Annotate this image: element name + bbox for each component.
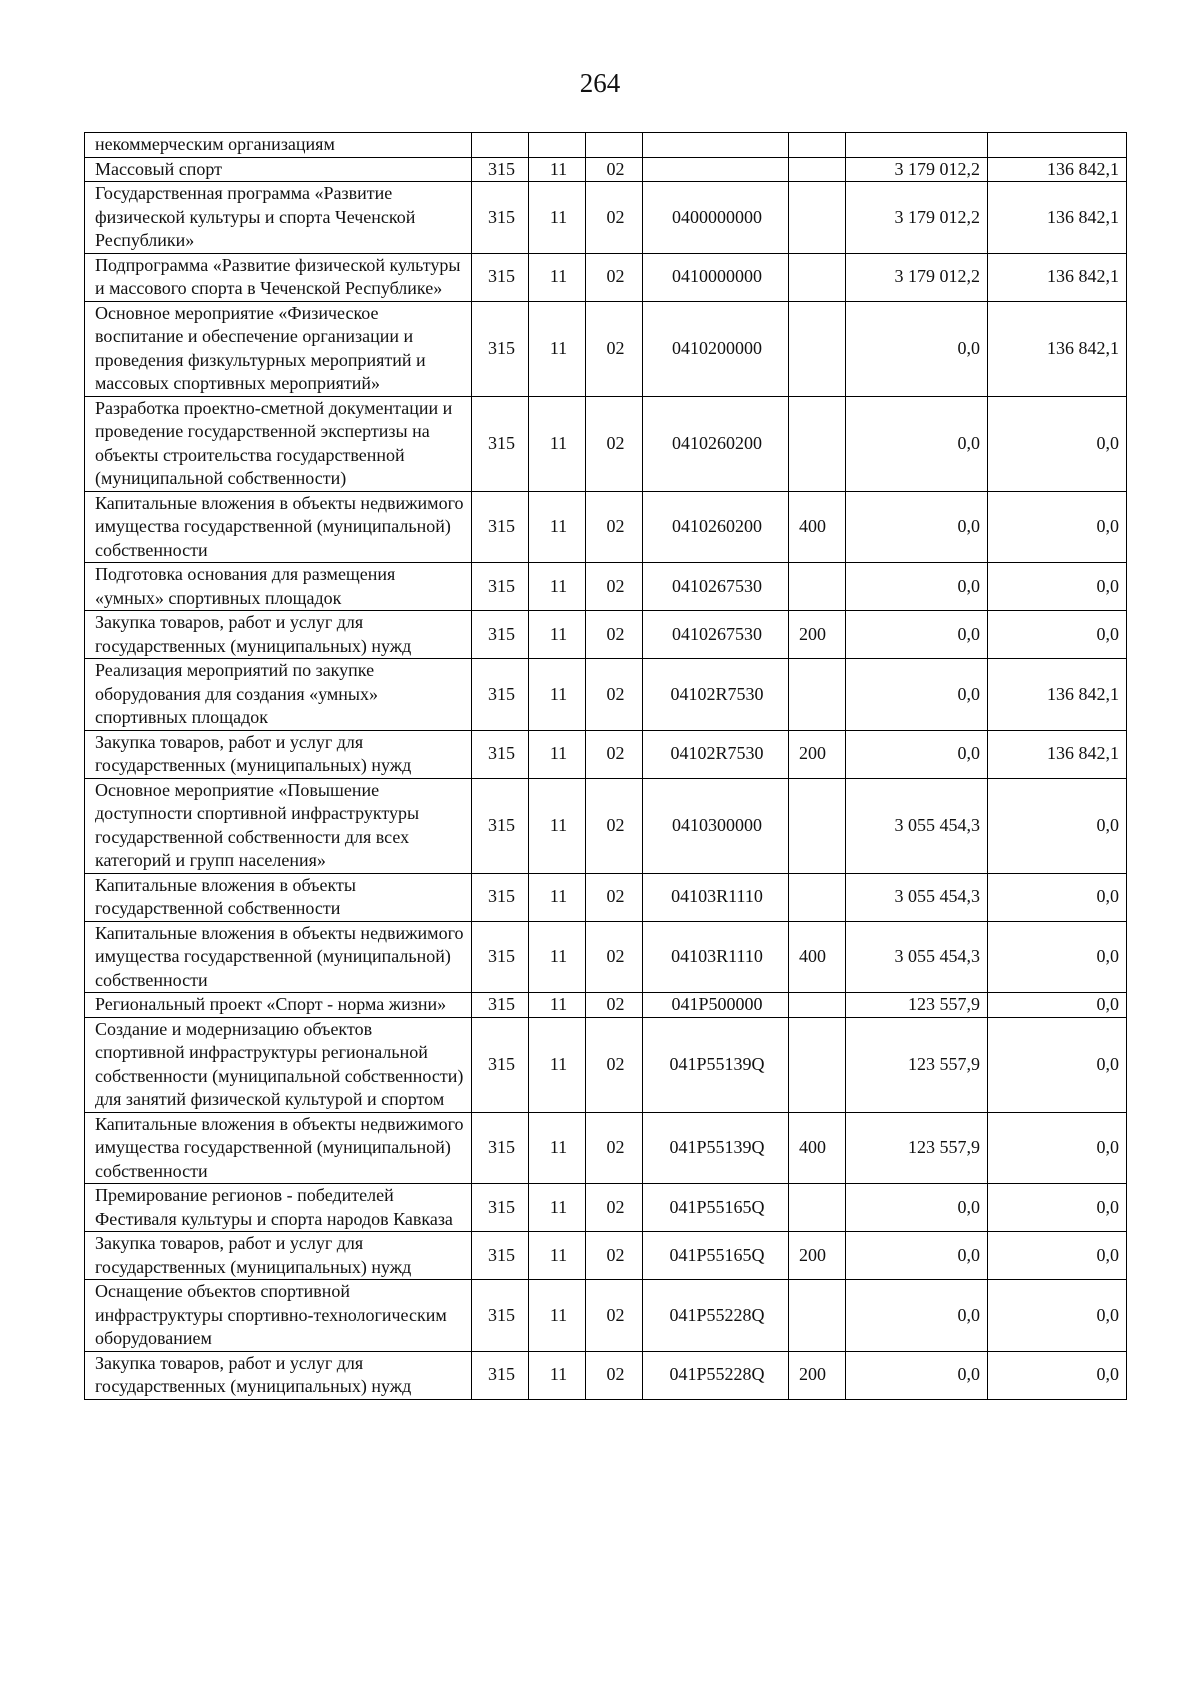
table-row (85, 491, 1127, 563)
target-article-cell: 04103R1110 (643, 873, 789, 921)
subsection-code-cell: 02 (586, 563, 643, 611)
expense-type-cell (789, 778, 846, 873)
table-row (85, 611, 1127, 659)
table-row (85, 396, 1127, 491)
section-code-cell: 11 (529, 396, 586, 491)
item-name-cell: Закупка товаров, работ и услуг для государственных (муниципальных) нужд (85, 730, 472, 778)
amount-year-1-cell: 0,0 (846, 659, 988, 731)
section-code-cell: 11 (529, 563, 586, 611)
amount-year-2-cell: 136 842,1 (988, 301, 1127, 396)
target-article-cell: 0410000000 (643, 253, 789, 301)
ministry-code-cell: 315 (472, 921, 529, 993)
section-code-cell: 11 (529, 1280, 586, 1352)
amount-year-1-cell: 123 557,9 (846, 1112, 988, 1184)
amount-year-2-cell: 136 842,1 (988, 659, 1127, 731)
subsection-code-cell: 02 (586, 1232, 643, 1280)
amount-year-2-cell: 0,0 (988, 778, 1127, 873)
target-article-cell: 041P55165Q (643, 1184, 789, 1232)
section-code-cell: 11 (529, 182, 586, 254)
subsection-code-cell: 02 (586, 1351, 643, 1399)
ministry-code-cell: 315 (472, 253, 529, 301)
item-name-cell: Основное мероприятие «Повышение доступности спортивной инфраструктуры государственной собственности для всех категорий и групп населения» (85, 778, 472, 873)
item-name-cell: Капитальные вложения в объекты недвижимого имущества государственной (муниципальной) собственности (85, 921, 472, 993)
amount-year-1-cell: 3 179 012,2 (846, 182, 988, 254)
item-name-cell: Реализация мероприятий по закупке оборудования для создания «умных» спортивных площадок (85, 659, 472, 731)
subsection-code-cell: 02 (586, 611, 643, 659)
expense-type-cell: 200 (789, 730, 846, 778)
amount-year-2-cell: 0,0 (988, 1232, 1127, 1280)
subsection-code-cell: 02 (586, 873, 643, 921)
section-code-cell: 11 (529, 1184, 586, 1232)
amount-year-1-cell: 0,0 (846, 611, 988, 659)
amount-year-2-cell: 136 842,1 (988, 157, 1127, 182)
subsection-code-cell (586, 133, 643, 158)
amount-year-1-cell: 0,0 (846, 1184, 988, 1232)
subsection-code-cell: 02 (586, 157, 643, 182)
target-article-cell: 0410267530 (643, 563, 789, 611)
amount-year-2-cell: 0,0 (988, 1351, 1127, 1399)
expense-type-cell (789, 133, 846, 158)
amount-year-1-cell: 123 557,9 (846, 1017, 988, 1112)
target-article-cell: 041P500000 (643, 993, 789, 1018)
target-article-cell: 0410267530 (643, 611, 789, 659)
expense-type-cell (789, 182, 846, 254)
ministry-code-cell: 315 (472, 1232, 529, 1280)
subsection-code-cell: 02 (586, 491, 643, 563)
amount-year-2-cell: 0,0 (988, 1112, 1127, 1184)
item-name-cell: Закупка товаров, работ и услуг для государственных (муниципальных) нужд (85, 611, 472, 659)
ministry-code-cell: 315 (472, 182, 529, 254)
section-code-cell: 11 (529, 1351, 586, 1399)
ministry-code-cell: 315 (472, 659, 529, 731)
expense-type-cell (789, 1017, 846, 1112)
target-article-cell: 041P55228Q (643, 1280, 789, 1352)
ministry-code-cell: 315 (472, 873, 529, 921)
subsection-code-cell: 02 (586, 1184, 643, 1232)
amount-year-2-cell: 136 842,1 (988, 730, 1127, 778)
expense-type-cell: 200 (789, 1232, 846, 1280)
table-row (85, 873, 1127, 921)
amount-year-2-cell: 136 842,1 (988, 182, 1127, 254)
amount-year-1-cell: 0,0 (846, 396, 988, 491)
amount-year-1-cell: 0,0 (846, 301, 988, 396)
table-row (85, 1112, 1127, 1184)
amount-year-1-cell: 0,0 (846, 1351, 988, 1399)
ministry-code-cell: 315 (472, 730, 529, 778)
table-row (85, 1184, 1127, 1232)
ministry-code-cell: 315 (472, 1184, 529, 1232)
section-code-cell: 11 (529, 491, 586, 563)
table-row (85, 1351, 1127, 1399)
table-row (85, 182, 1127, 254)
amount-year-2-cell: 0,0 (988, 993, 1127, 1018)
item-name-cell: Государственная программа «Развитие физической культуры и спорта Чеченской Республики» (85, 182, 472, 254)
target-article-cell: 041P55165Q (643, 1232, 789, 1280)
section-code-cell: 11 (529, 157, 586, 182)
amount-year-2-cell: 0,0 (988, 1280, 1127, 1352)
ministry-code-cell (472, 133, 529, 158)
expense-type-cell: 400 (789, 491, 846, 563)
table-row (85, 1232, 1127, 1280)
target-article-cell: 0410260200 (643, 491, 789, 563)
subsection-code-cell: 02 (586, 301, 643, 396)
item-name-cell: Капитальные вложения в объекты государственной собственности (85, 873, 472, 921)
ministry-code-cell: 315 (472, 778, 529, 873)
expense-type-cell (789, 157, 846, 182)
target-article-cell: 0400000000 (643, 182, 789, 254)
item-name-cell: Создание и модернизацию объектов спортивной инфраструктуры региональной собственности (муниципальной собственности) для занятий физической культурой и спортом (85, 1017, 472, 1112)
table-row (85, 921, 1127, 993)
table-row (85, 730, 1127, 778)
item-name-cell: некоммерческим организациям (85, 133, 472, 158)
ministry-code-cell: 315 (472, 563, 529, 611)
amount-year-2-cell: 0,0 (988, 396, 1127, 491)
item-name-cell: Оснащение объектов спортивной инфраструктуры спортивно-технологическим оборудованием (85, 1280, 472, 1352)
amount-year-1-cell: 123 557,9 (846, 993, 988, 1018)
ministry-code-cell: 315 (472, 396, 529, 491)
amount-year-2-cell: 0,0 (988, 611, 1127, 659)
table-row (85, 133, 1127, 158)
expense-type-cell (789, 253, 846, 301)
target-article-cell: 041P55228Q (643, 1351, 789, 1399)
table-row (85, 157, 1127, 182)
expense-type-cell: 200 (789, 1351, 846, 1399)
ministry-code-cell: 315 (472, 1280, 529, 1352)
ministry-code-cell: 315 (472, 491, 529, 563)
table-row (85, 778, 1127, 873)
subsection-code-cell: 02 (586, 1280, 643, 1352)
section-code-cell: 11 (529, 1232, 586, 1280)
table-row (85, 1017, 1127, 1112)
table-row (85, 301, 1127, 396)
table-row (85, 253, 1127, 301)
section-code-cell: 11 (529, 301, 586, 396)
target-article-cell: 041P55139Q (643, 1112, 789, 1184)
expense-type-cell: 400 (789, 921, 846, 993)
amount-year-2-cell: 0,0 (988, 1017, 1127, 1112)
target-article-cell: 0410300000 (643, 778, 789, 873)
expense-type-cell: 400 (789, 1112, 846, 1184)
amount-year-1-cell: 0,0 (846, 730, 988, 778)
ministry-code-cell: 315 (472, 1351, 529, 1399)
section-code-cell: 11 (529, 659, 586, 731)
section-code-cell: 11 (529, 611, 586, 659)
ministry-code-cell: 315 (472, 1017, 529, 1112)
subsection-code-cell: 02 (586, 253, 643, 301)
amount-year-2-cell: 136 842,1 (988, 253, 1127, 301)
amount-year-2-cell: 0,0 (988, 491, 1127, 563)
target-article-cell: 041P55139Q (643, 1017, 789, 1112)
ministry-code-cell: 315 (472, 301, 529, 396)
target-article-cell: 0410260200 (643, 396, 789, 491)
page-number: 264 (579, 68, 621, 98)
item-name-cell: Капитальные вложения в объекты недвижимого имущества государственной (муниципальной) собственности (85, 491, 472, 563)
amount-year-2-cell: 0,0 (988, 563, 1127, 611)
section-code-cell: 11 (529, 921, 586, 993)
section-code-cell: 11 (529, 1112, 586, 1184)
subsection-code-cell: 02 (586, 182, 643, 254)
target-article-cell: 04103R1110 (643, 921, 789, 993)
ministry-code-cell: 315 (472, 993, 529, 1018)
section-code-cell: 11 (529, 873, 586, 921)
table-row (85, 993, 1127, 1018)
item-name-cell: Региональный проект «Спорт - норма жизни» (85, 993, 472, 1018)
amount-year-1-cell: 0,0 (846, 491, 988, 563)
subsection-code-cell: 02 (586, 1112, 643, 1184)
section-code-cell: 11 (529, 1017, 586, 1112)
amount-year-1-cell: 0,0 (846, 1232, 988, 1280)
subsection-code-cell: 02 (586, 659, 643, 731)
item-name-cell: Премирование регионов - победителей Фестиваля культуры и спорта народов Кавказа (85, 1184, 472, 1232)
item-name-cell: Разработка проектно-сметной документации и проведение государственной экспертизы на объекты строительства государственной (муниципальной собственности) (85, 396, 472, 491)
subsection-code-cell: 02 (586, 921, 643, 993)
expense-type-cell (789, 659, 846, 731)
subsection-code-cell: 02 (586, 778, 643, 873)
budget-table (84, 132, 1127, 1400)
ministry-code-cell: 315 (472, 611, 529, 659)
amount-year-2-cell (988, 133, 1127, 158)
ministry-code-cell: 315 (472, 157, 529, 182)
expense-type-cell (789, 1280, 846, 1352)
subsection-code-cell: 02 (586, 396, 643, 491)
item-name-cell: Основное мероприятие «Физическое воспитание и обеспечение организации и проведения физкультурных мероприятий и массовых спортивных мероприятий» (85, 301, 472, 396)
item-name-cell: Массовый спорт (85, 157, 472, 182)
section-code-cell: 11 (529, 993, 586, 1018)
amount-year-1-cell (846, 133, 988, 158)
expense-type-cell (789, 1184, 846, 1232)
amount-year-1-cell: 3 179 012,2 (846, 253, 988, 301)
ministry-code-cell: 315 (472, 1112, 529, 1184)
amount-year-1-cell: 3 055 454,3 (846, 778, 988, 873)
amount-year-1-cell: 0,0 (846, 1280, 988, 1352)
amount-year-2-cell: 0,0 (988, 921, 1127, 993)
amount-year-1-cell: 0,0 (846, 563, 988, 611)
budget-table-body (85, 133, 1127, 1400)
section-code-cell: 11 (529, 778, 586, 873)
section-code-cell: 11 (529, 730, 586, 778)
item-name-cell: Подготовка основания для размещения «умных» спортивных площадок (85, 563, 472, 611)
target-article-cell: 04102R7530 (643, 659, 789, 731)
expense-type-cell (789, 873, 846, 921)
expense-type-cell (789, 301, 846, 396)
subsection-code-cell: 02 (586, 730, 643, 778)
expense-type-cell (789, 396, 846, 491)
table-row (85, 659, 1127, 731)
target-article-cell (643, 157, 789, 182)
target-article-cell (643, 133, 789, 158)
target-article-cell: 04102R7530 (643, 730, 789, 778)
subsection-code-cell: 02 (586, 1017, 643, 1112)
item-name-cell: Капитальные вложения в объекты недвижимого имущества государственной (муниципальной) собственности (85, 1112, 472, 1184)
expense-type-cell: 200 (789, 611, 846, 659)
table-row (85, 563, 1127, 611)
expense-type-cell (789, 993, 846, 1018)
amount-year-1-cell: 3 055 454,3 (846, 873, 988, 921)
expense-type-cell (789, 563, 846, 611)
section-code-cell (529, 133, 586, 158)
item-name-cell: Закупка товаров, работ и услуг для государственных (муниципальных) нужд (85, 1232, 472, 1280)
item-name-cell: Закупка товаров, работ и услуг для государственных (муниципальных) нужд (85, 1351, 472, 1399)
table-row (85, 1280, 1127, 1352)
subsection-code-cell: 02 (586, 993, 643, 1018)
section-code-cell: 11 (529, 253, 586, 301)
amount-year-2-cell: 0,0 (988, 1184, 1127, 1232)
amount-year-2-cell: 0,0 (988, 873, 1127, 921)
target-article-cell: 0410200000 (643, 301, 789, 396)
item-name-cell: Подпрограмма «Развитие физической культуры и массового спорта в Чеченской Республике» (85, 253, 472, 301)
amount-year-1-cell: 3 055 454,3 (846, 921, 988, 993)
amount-year-1-cell: 3 179 012,2 (846, 157, 988, 182)
